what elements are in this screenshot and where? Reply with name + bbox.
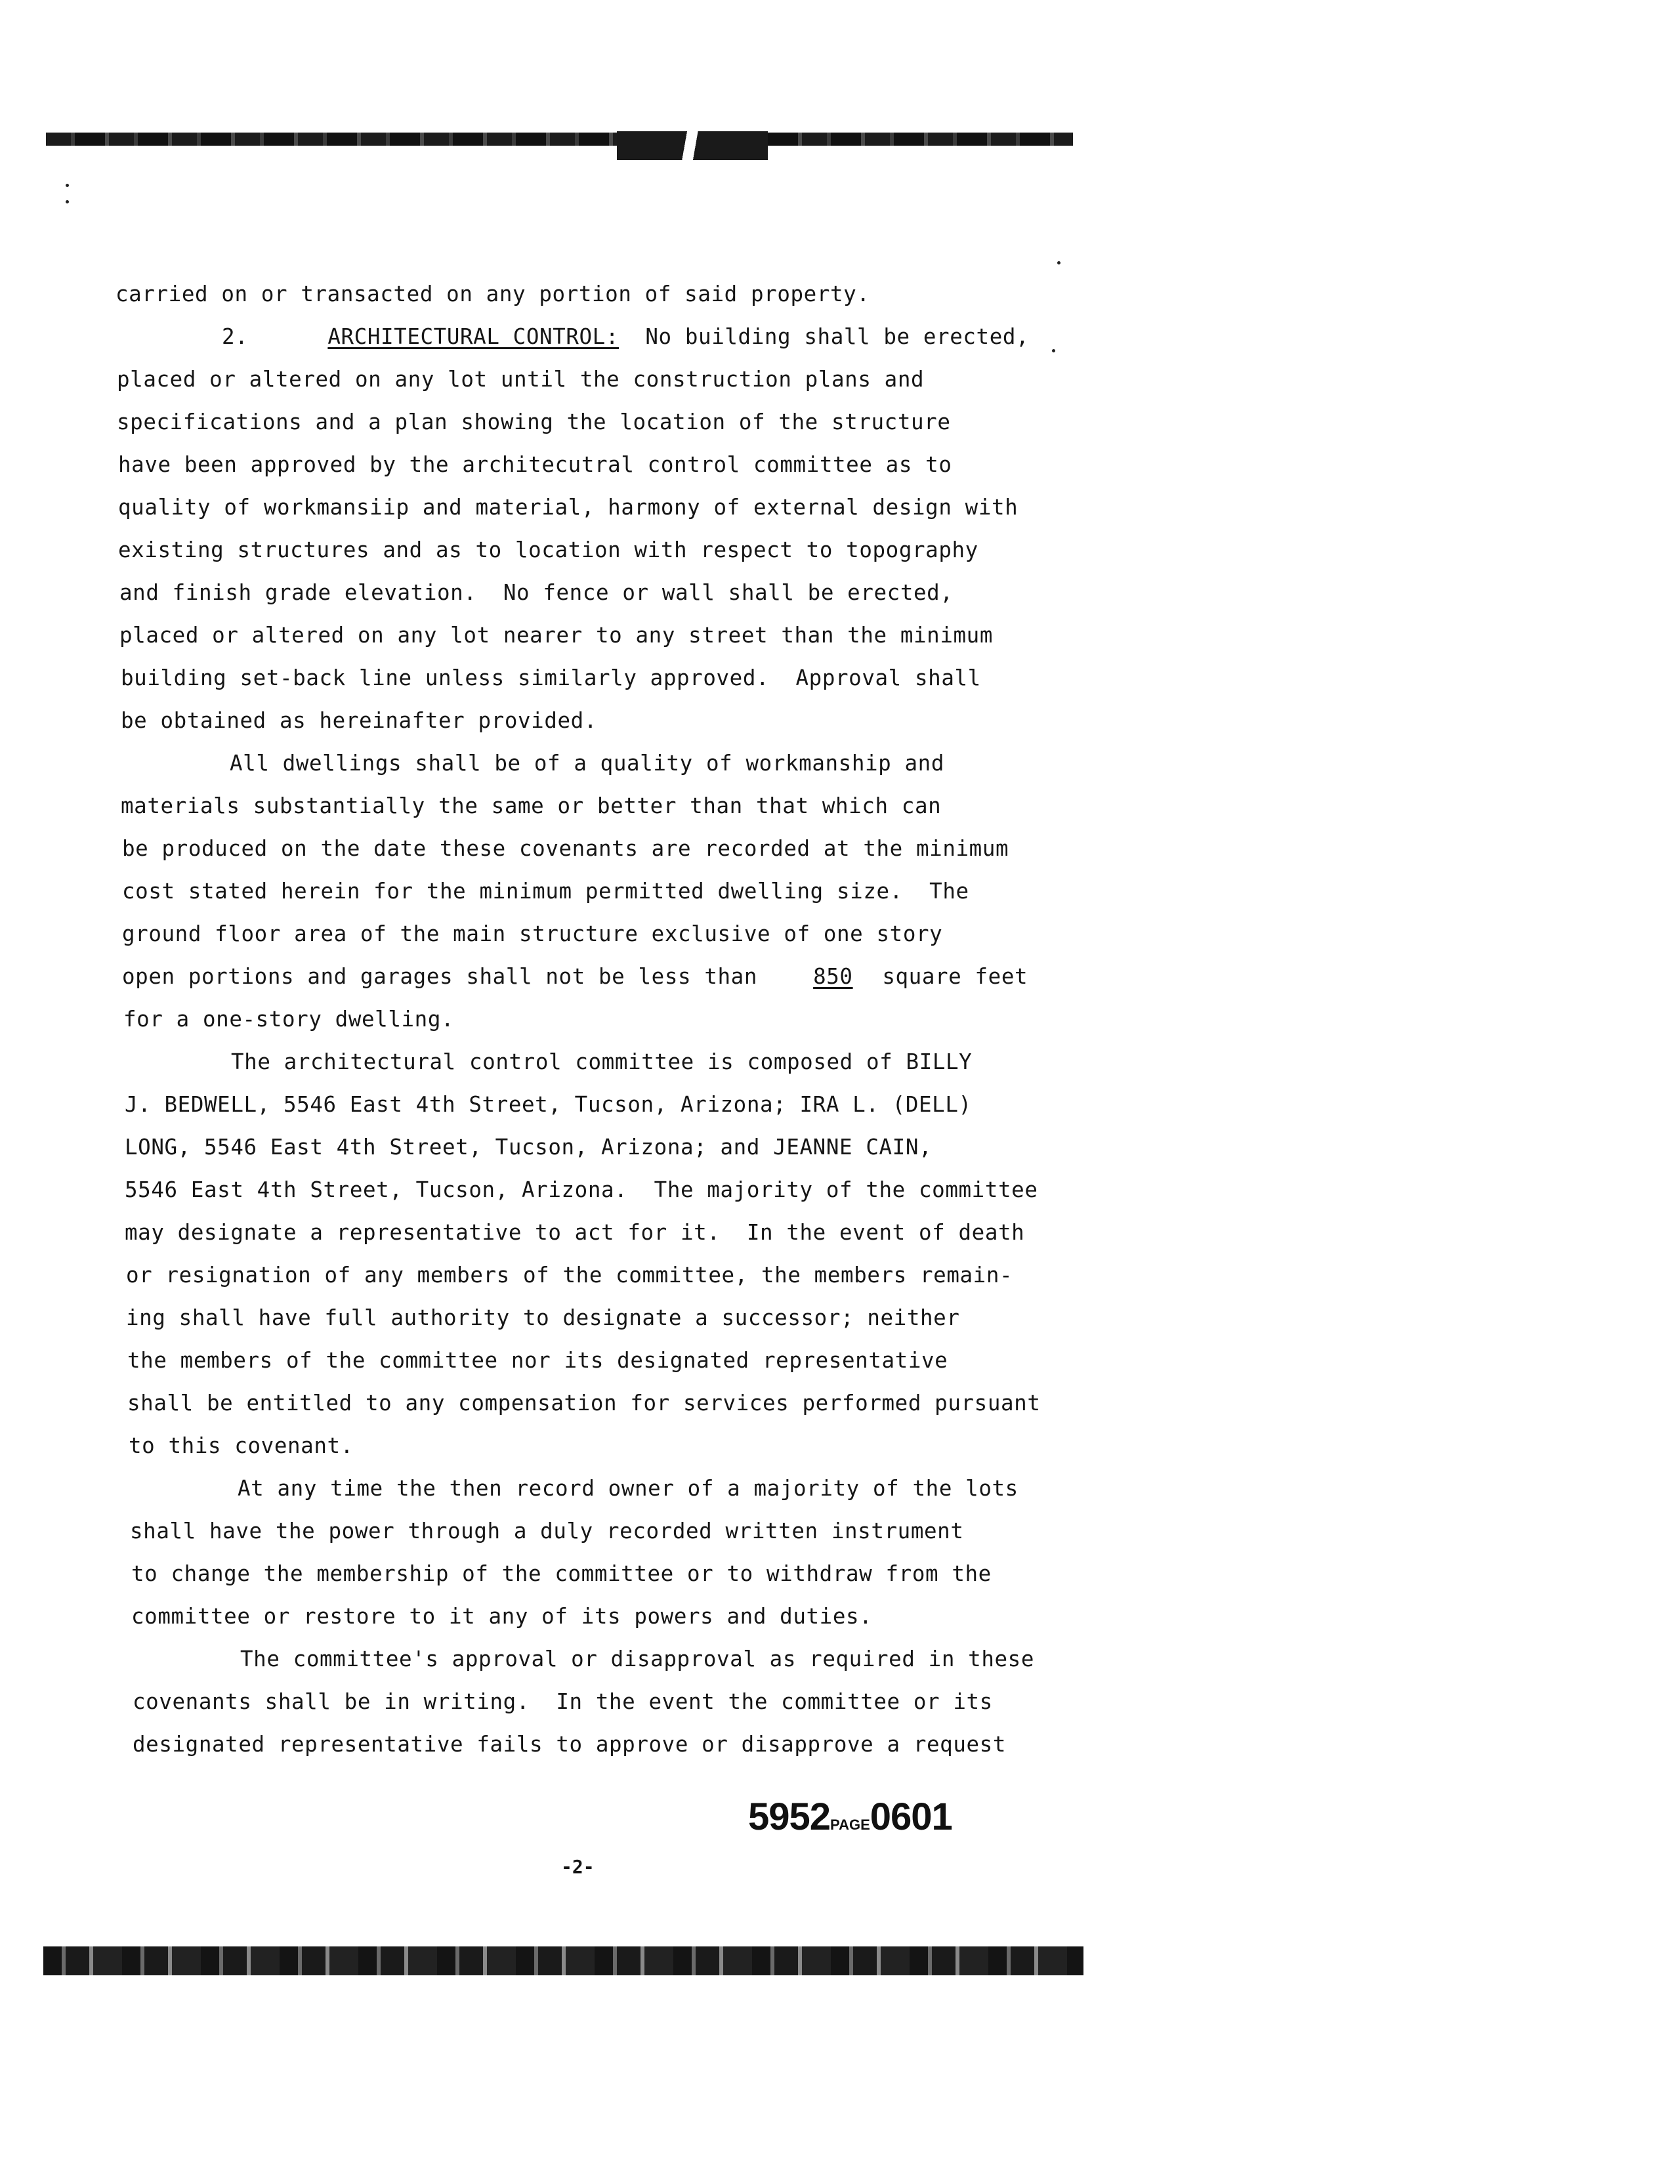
scan-speck [1057, 261, 1060, 264]
page-number: -2- [561, 1856, 595, 1878]
stamp-book: 5952 [748, 1796, 831, 1838]
text-line: or resignation of any members of the committee, the members remain- [126, 1263, 1013, 1288]
scan-border-top-notch [617, 131, 768, 160]
scan-border-top [46, 133, 1073, 146]
text-line: be produced on the date these covenants are recorded at the minimum [122, 836, 1009, 861]
text-line: 5546 East 4th Street, Tucson, Arizona. The majority of the committee [125, 1177, 1038, 1202]
text-line: the members of the committee nor its designated representative [127, 1348, 948, 1373]
scan-speck [1052, 349, 1055, 352]
text-line: and finish grade elevation. No fence or wall shall be erected, [119, 580, 954, 605]
scan-speck [66, 200, 69, 203]
text-line: placed or altered on any lot until the construction plans and [117, 367, 925, 392]
text-line: be obtained as hereinafter provided. [121, 708, 597, 733]
section-line [222, 324, 1029, 350]
text-line: At any time the then record owner of a majority of the lots [238, 1476, 1018, 1501]
section-number: 2. [222, 324, 249, 349]
text-line: may designate a representative to act for it. In the event of death [125, 1220, 1025, 1245]
text-line: ing shall have full authority to designate a successor; neither [126, 1305, 960, 1330]
text-line: materials substantially the same or better than that which can [121, 793, 942, 818]
area-value: 850 [813, 964, 853, 989]
stamp-page-label: PAGE [830, 1816, 870, 1833]
text-line: cost stated herein for the minimum permitted dwelling size. The [122, 879, 969, 904]
text-line: The architectural control committee is composed of BILLY [231, 1049, 973, 1074]
text-line: shall have the power through a duly recorded written instrument [130, 1519, 964, 1544]
text-line: building set-back line unless similarly approved. Approval shall [121, 665, 981, 690]
text-line: placed or altered on any lot nearer to any street than the minimum [119, 623, 993, 648]
text-line: have been approved by the architecutral control committee as to [118, 452, 952, 477]
text-line: to change the membership of the committee or to withdraw from the [131, 1561, 992, 1586]
text-line: designated representative fails to approve or disapprove a request [133, 1732, 1006, 1757]
text-line: ground floor area of the main structure exclusive of one story [122, 921, 943, 946]
scan-border-bottom [43, 1946, 1083, 1975]
stamp-page: 0601 [870, 1796, 952, 1838]
text-line: shall be entitled to any compensation for services performed pursuant [127, 1391, 1041, 1416]
recording-stamp [748, 1795, 952, 1839]
text-line: specifications and a plan showing the location of the structure [117, 410, 951, 434]
text-line: for a one-story dwelling. [123, 1007, 455, 1032]
text-line: covenants shall be in writing. In the event the committee or its [133, 1689, 993, 1714]
text-line: J. BEDWELL, 5546 East 4th Street, Tucson, Arizona; IRA L. (DELL) [125, 1092, 972, 1117]
section-heading: ARCHITECTURAL CONTROL: [327, 324, 620, 349]
area-text-after: square feet [882, 964, 1028, 989]
text-line: All dwellings shall be of a quality of workmanship and [230, 751, 944, 776]
text-line: quality of workmansiip and material, harmony of external design with [118, 495, 1018, 520]
text-line: to this covenant. [129, 1433, 354, 1458]
area-text-before: open portions and garages shall not be less than [122, 964, 757, 989]
text-line: committee or restore to it any of its powers and duties. [131, 1604, 873, 1629]
text-line: carried on or transacted on any portion of said property. [116, 282, 870, 306]
section-lead: No building shall be erected, [645, 324, 1030, 349]
text-line: LONG, 5546 East 4th Street, Tucson, Arizona; and JEANNE CAIN, [125, 1135, 933, 1160]
text-line: existing structures and as to location with respect to topography [118, 537, 978, 562]
scan-speck [66, 184, 69, 187]
text-line: The committee's approval or disapproval as required in these [240, 1647, 1034, 1671]
area-line [122, 963, 1028, 990]
